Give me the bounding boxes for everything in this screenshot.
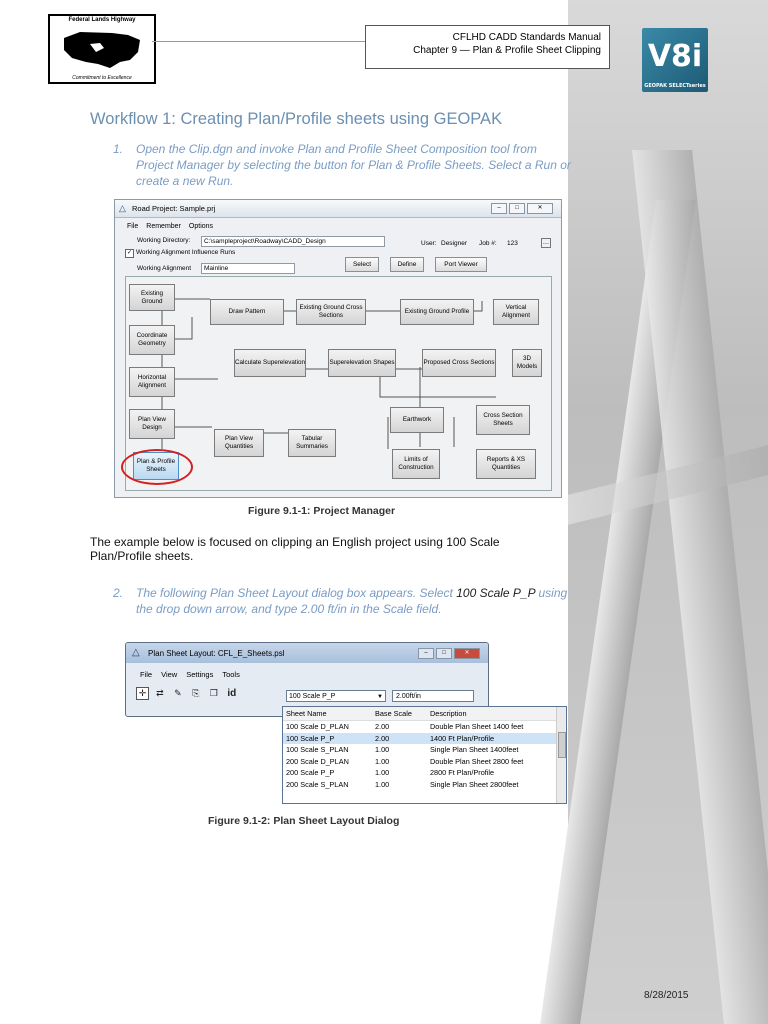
cell: Double Plan Sheet 2800 feet [430, 756, 524, 766]
manual-title: CFLHD CADD Standards Manual [452, 32, 601, 43]
cell: Single Plan Sheet 1400feet [430, 745, 519, 755]
sheet-dropdown-list [282, 706, 567, 804]
vertical-alignment-node[interactable]: Vertical Alignment [493, 299, 539, 325]
table-row[interactable] [283, 721, 557, 733]
federal-lands-logo [48, 14, 156, 84]
cell: 1400 Ft Plan/Profile [427, 733, 557, 745]
menu-bar [127, 223, 221, 230]
cell: 1.00 [375, 768, 390, 778]
step-2 [113, 585, 573, 619]
influence-checkbox[interactable]: ✓ [126, 250, 133, 256]
reports-xs-quantities-node[interactable]: Reports & XS Quantities [476, 449, 536, 479]
table-row[interactable] [283, 779, 557, 791]
v8i-badge [642, 28, 708, 92]
job-value: 123 [507, 240, 518, 247]
window-titlebar [115, 200, 561, 218]
badge-subtext: GEOPAK SELECTseries [644, 83, 706, 89]
close-button[interactable]: ✕ [454, 648, 480, 659]
minimize-button[interactable]: – [418, 648, 434, 659]
superelevation-shapes-node[interactable]: Superelevation Shapes [328, 349, 396, 377]
cell: 100 Scale S_PLAN [286, 745, 349, 755]
user-value: Designer [441, 240, 468, 247]
coordinate-geometry-node[interactable]: Coordinate Geometry [129, 325, 175, 355]
maximize-button[interactable]: □ [509, 203, 525, 214]
chapter-title: Chapter 9 — Plan & Profile Sheet Clipping [413, 45, 601, 56]
maximize-button[interactable]: □ [436, 648, 452, 659]
influence-label: Working Alignment Influence Runs [136, 249, 236, 256]
step-text-c: using the drop down arrow, and type 2.00 ft/in in the Scale field. [136, 586, 568, 616]
menu-view[interactable]: View [161, 670, 178, 679]
toolbar [136, 687, 241, 700]
eg-cross-sections-node[interactable]: Existing Ground Cross Sections [296, 299, 366, 325]
step-text-highlight: 100 Scale P_P [456, 586, 536, 600]
column-header: Sheet Name [283, 707, 372, 721]
window-title: Road Project: Sample.prj [132, 204, 216, 213]
select-button[interactable]: Select [345, 257, 379, 272]
decor-beam [632, 150, 768, 1024]
road-project-icon: △ [119, 203, 126, 213]
horizontal-alignment-node[interactable]: Horizontal Alignment [129, 367, 175, 397]
alignment-input[interactable]: Mainline [201, 263, 295, 274]
footer-date: 8/28/2015 [644, 990, 689, 1001]
job-lookup-button[interactable]: … [542, 239, 550, 246]
tabular-summaries-node[interactable]: Tabular Summaries [288, 429, 336, 457]
project-flow-canvas [125, 276, 552, 491]
body-paragraph: The example below is focused on clipping an English project using 100 Scale Plan/Profile sheets. [90, 535, 500, 563]
header-box [365, 25, 610, 69]
minimize-button[interactable]: – [491, 203, 507, 214]
modify-sheet-icon[interactable]: ⇄ [156, 688, 164, 698]
menu-bar [140, 670, 249, 679]
us-map-icon [50, 16, 154, 82]
scale-field[interactable]: 2.00ft/in [392, 690, 474, 702]
plan-view-quantities-node[interactable]: Plan View Quantities [214, 429, 264, 457]
user-label: User: [421, 240, 437, 247]
sheet-scale-select[interactable] [286, 690, 386, 702]
define-button[interactable]: Define [390, 257, 424, 272]
clip-sheet-icon[interactable]: ⎘ [192, 688, 200, 698]
plan-sheet-icon: △ [132, 647, 140, 658]
selected-scale: 100 Scale P_P [289, 693, 336, 700]
limits-of-construction-node[interactable]: Limits of Construction [392, 449, 440, 479]
step-number: 2. [113, 586, 124, 600]
working-dir-label: Working Directory: [137, 237, 191, 244]
step-1 [113, 141, 573, 191]
port-viewer-button[interactable]: Port Viewer [435, 257, 487, 272]
table-row-selected[interactable] [283, 733, 557, 745]
existing-ground-node[interactable]: Existing Ground [129, 284, 175, 311]
menu-tools[interactable]: Tools [222, 670, 240, 679]
cell: 1.00 [375, 756, 390, 766]
models-3d-node[interactable]: 3D Models [512, 349, 542, 377]
cell: Single Plan Sheet 2800feet [430, 779, 519, 789]
id-icon[interactable]: id [227, 688, 237, 699]
figure-2-caption: Figure 9.1-2: Plan Sheet Layout Dialog [208, 815, 400, 827]
cell: 200 Scale S_PLAN [286, 779, 349, 789]
cell: 100 Scale P_P [283, 733, 372, 745]
column-header: Base Scale [372, 707, 427, 721]
menu-file[interactable]: File [127, 223, 139, 230]
proposed-cross-sections-node[interactable]: Proposed Cross Sections [422, 349, 496, 377]
cross-section-sheets-node[interactable]: Cross Section Sheets [476, 405, 530, 435]
menu-settings[interactable]: Settings [186, 670, 214, 679]
logo-bottom-text: Commitment to Excellence [72, 75, 132, 81]
figure-1-caption: Figure 9.1-1: Project Manager [248, 505, 396, 517]
menu-remember[interactable]: Remember [146, 223, 181, 230]
cell: 2.00 [375, 722, 390, 732]
cell: 200 Scale P_P [286, 768, 335, 778]
table-row[interactable] [283, 744, 557, 756]
logo-top-text: Federal Lands Highway [68, 17, 136, 23]
badge-text: V8i [647, 39, 703, 74]
table-row[interactable] [283, 767, 557, 779]
draw-pattern-node[interactable]: Draw Pattern [210, 299, 284, 325]
step-text [136, 585, 576, 617]
draw-tool-icon[interactable]: ✎ [174, 688, 182, 698]
cell: 2.00 [372, 733, 427, 745]
step-text: Open the Clip.dgn and invoke Plan and Profile Sheet Composition tool from Project Manager by selecting the button for Plan & Profile Sheets. Select a Run or create a new Run. [136, 142, 571, 188]
plan-view-design-node[interactable]: Plan View Design [129, 409, 175, 439]
section-title: Workflow 1: Creating Plan/Profile sheets using GEOPAK [90, 110, 503, 128]
cell: Double Plan Sheet 1400 feet [430, 722, 524, 732]
window-title: Plan Sheet Layout: CFL_E_Sheets.psl [148, 649, 285, 658]
scrollbar-thumb[interactable] [558, 732, 566, 758]
calc-superelevation-node[interactable]: Calculate Superelevation [234, 349, 306, 377]
chevron-down-icon[interactable]: ▼ [377, 694, 383, 700]
sheet-table [283, 707, 557, 790]
menu-options[interactable]: Options [188, 223, 214, 230]
step-text-a: The following Plan Sheet Layout dialog box appears. Select [136, 586, 457, 600]
cell: 100 Scale D_PLAN [286, 722, 349, 732]
close-button[interactable]: ✕ [527, 203, 553, 214]
window-titlebar [126, 643, 488, 663]
cell: 2800 Ft Plan/Profile [430, 768, 495, 778]
list-scrollbar[interactable] [556, 707, 566, 803]
table-row[interactable] [283, 756, 557, 768]
job-label: Job #: [479, 240, 497, 247]
eg-profile-node[interactable]: Existing Ground Profile [400, 299, 474, 325]
place-sheet-icon[interactable]: ✛ [136, 687, 149, 700]
step-number: 1. [113, 142, 124, 156]
cell: 1.00 [375, 745, 390, 755]
highlight-ring [121, 449, 193, 485]
working-dir-input[interactable]: C:\sampleproject\Roadway\CADD_Design [201, 236, 385, 247]
table-header [283, 707, 557, 721]
column-header: Description [427, 707, 557, 721]
copy-sheet-icon[interactable]: ❐ [209, 688, 218, 698]
side-decor-panel [568, 0, 768, 1024]
cell: 200 Scale D_PLAN [286, 756, 349, 766]
menu-file[interactable]: File [140, 670, 153, 679]
header-rule [152, 41, 365, 42]
alignment-label: Working Alignment [137, 265, 192, 272]
earthwork-node[interactable]: Earthwork [390, 407, 444, 433]
cell: 1.00 [375, 779, 390, 789]
project-manager-window [114, 199, 562, 498]
plan-profile-sheets-node[interactable]: Plan & Profile Sheets [133, 452, 179, 480]
